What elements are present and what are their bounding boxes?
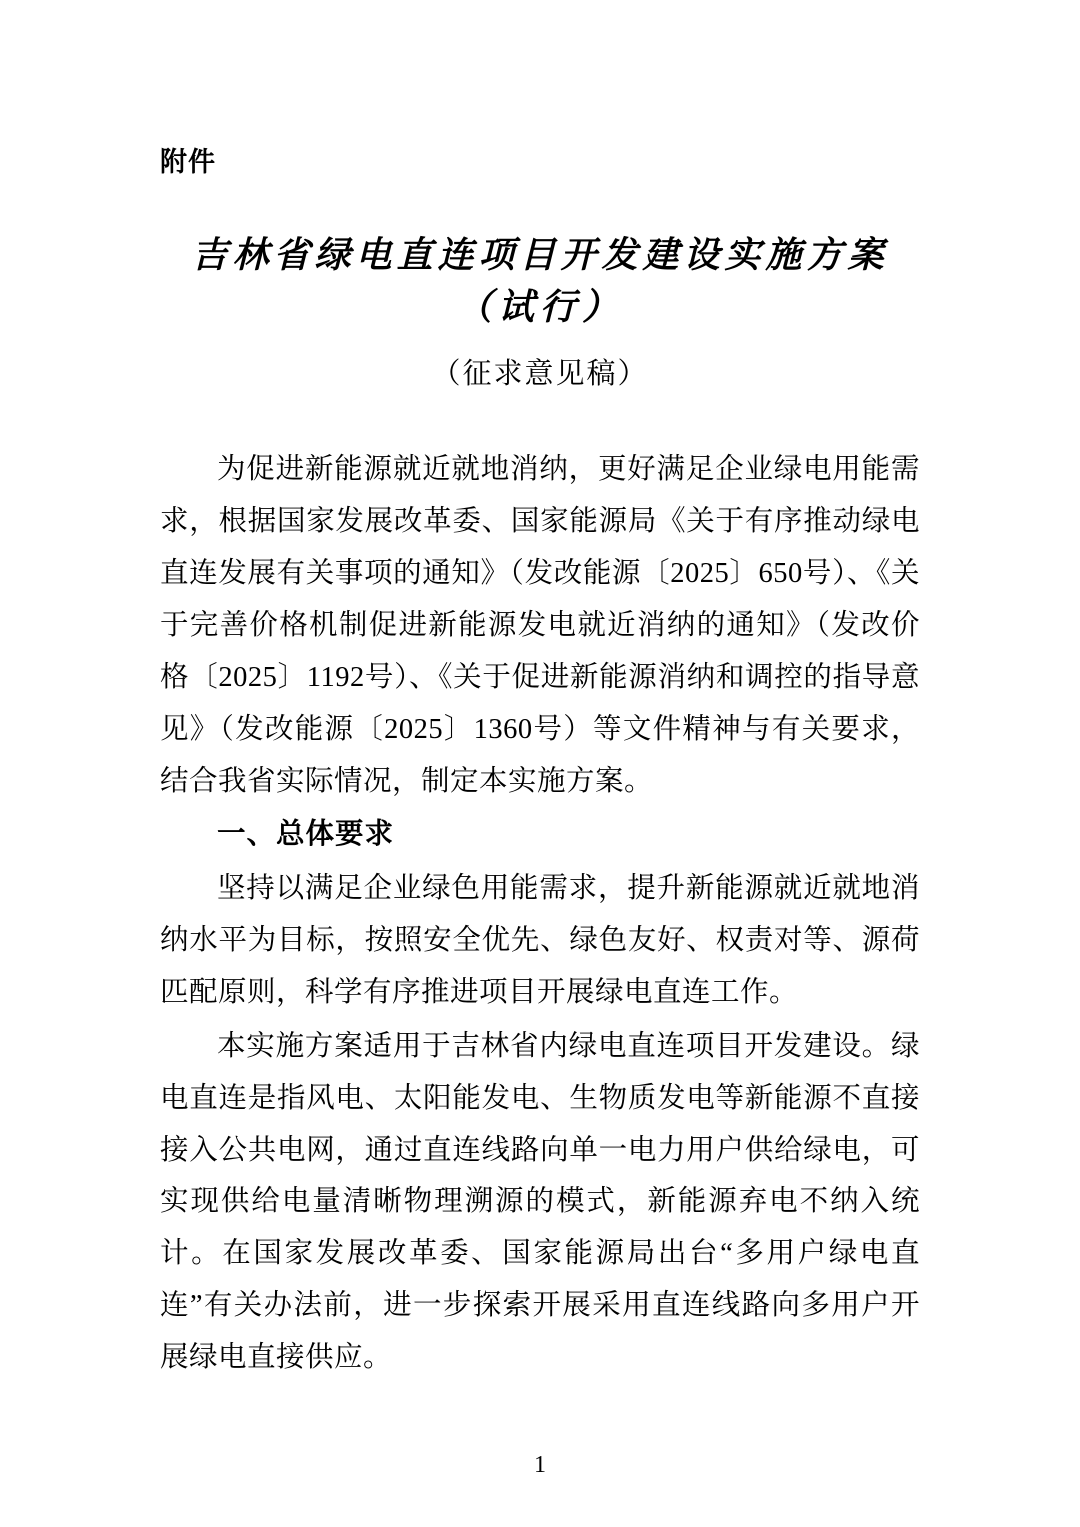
page-title-line-2: （试行）: [455, 287, 624, 328]
page-title: [160, 229, 920, 333]
intro-paragraph: 为促进新能源就近就地消纳，更好满足企业绿电用能需求，根据国家发展改革委、国家能源局《关于有序推动绿电直连发展有关事项的通知》（发改能源〔2025〕650号）、《关于完善价格机制促进新能源发电就近消纳的通知》（发改价格〔2025〕1192号）、《关于促进新能源消纳和调控的指导意见》（发改能源〔2025〕1360号）等文件精神与有关要求，结合我省实际情况，制定本实施方案。: [160, 454, 920, 797]
section-heading-one: 一、总体要求: [217, 818, 395, 851]
section-one-paragraph-2: 本实施方案适用于吉林省内绿电直连项目开发建设。绿电直连是指风电、太阳能发电、生物质发电等新能源不直接接入公共电网，通过直连线路向单一电力用户供给绿电，可实现供给电量清晰物理溯源的模式，新能源弃电不纳入统计。在国家发展改革委、国家能源局出台“多用户绿电直连”有关办法前，进一步探索开展采用直连线路向多用户开展绿电直接供应。: [160, 1030, 920, 1373]
page-number: 1: [534, 1452, 546, 1478]
page-subtitle: （征求意见稿）: [431, 358, 649, 391]
page-title-line-1: 吉林省绿电直连项目开发建设实施方案: [191, 235, 889, 275]
section-one-paragraph-1: 坚持以满足企业绿色用能需求，提升新能源就近就地消纳水平为目标，按照安全优先、绿色友好、权责对等、源荷匹配原则，科学有序推进项目开展绿电直连工作。: [160, 873, 920, 1008]
attachment-label: 附件: [160, 147, 216, 177]
